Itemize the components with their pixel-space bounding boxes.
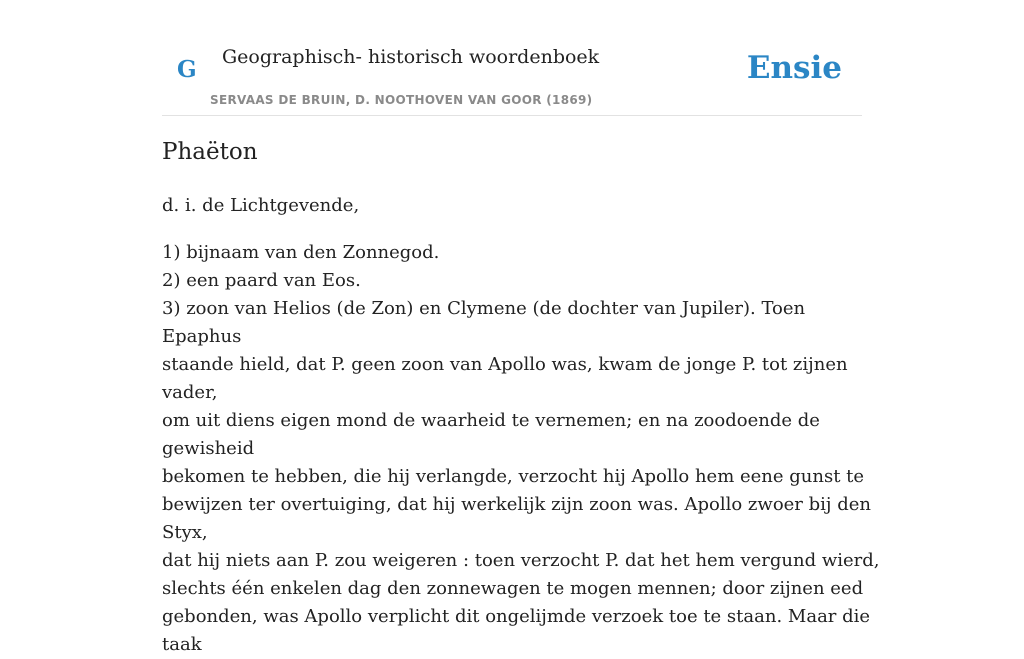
book-title[interactable]: Geographisch- historisch woordenboek (222, 46, 600, 68)
entry-line: gebonden, was Apollo verplicht dit ongelijmde verzoek toe te staan. Maar die taak (162, 606, 871, 655)
entry-line: 3) zoon van Helios (de Zon) en Clymene (de dochter van Jupiler). Toen Epaphus (162, 298, 806, 347)
entry-body (162, 192, 882, 659)
page (162, 0, 880, 655)
entry-line: 1) bijnaam van den Zonnegod. (162, 242, 440, 263)
entry-line: om uit diens eigen mond de waarheid te vernemen; en na zoodoende de gewisheid (162, 410, 820, 459)
entry-title: Phaëton (162, 139, 258, 165)
entry-intro: d. i. de Lichtgevende, (162, 195, 360, 216)
header (162, 0, 862, 116)
entry-line: dat hij niets aan P. zou weigeren : toen verzocht P. dat het hem vergund wierd, (162, 550, 880, 571)
brand-logo[interactable]: Ensie (746, 50, 842, 86)
entry-line: slechts één enkelen dag den zonnewagen te mogen mennen; door zijnen eed (162, 578, 864, 599)
entry-line: 2) een paard van Eos. (162, 270, 361, 291)
entry-line: bewijzen ter overtuiging, dat hij werkelijk zijn zoon was. Apollo zwoer bij den Styx, (162, 494, 871, 543)
entry-line: bekomen te hebben, die hij verlangde, verzocht hij Apollo hem eene gunst te (162, 466, 865, 487)
entry-line: staande hield, dat P. geen zoon van Apollo was, kwam de jonge P. tot zijnen vader, (162, 354, 848, 403)
book-author: SERVAAS DE BRUIN, D. NOOTHOVEN VAN GOOR (1869) (210, 93, 593, 107)
book-letter-icon[interactable]: G (177, 56, 197, 83)
